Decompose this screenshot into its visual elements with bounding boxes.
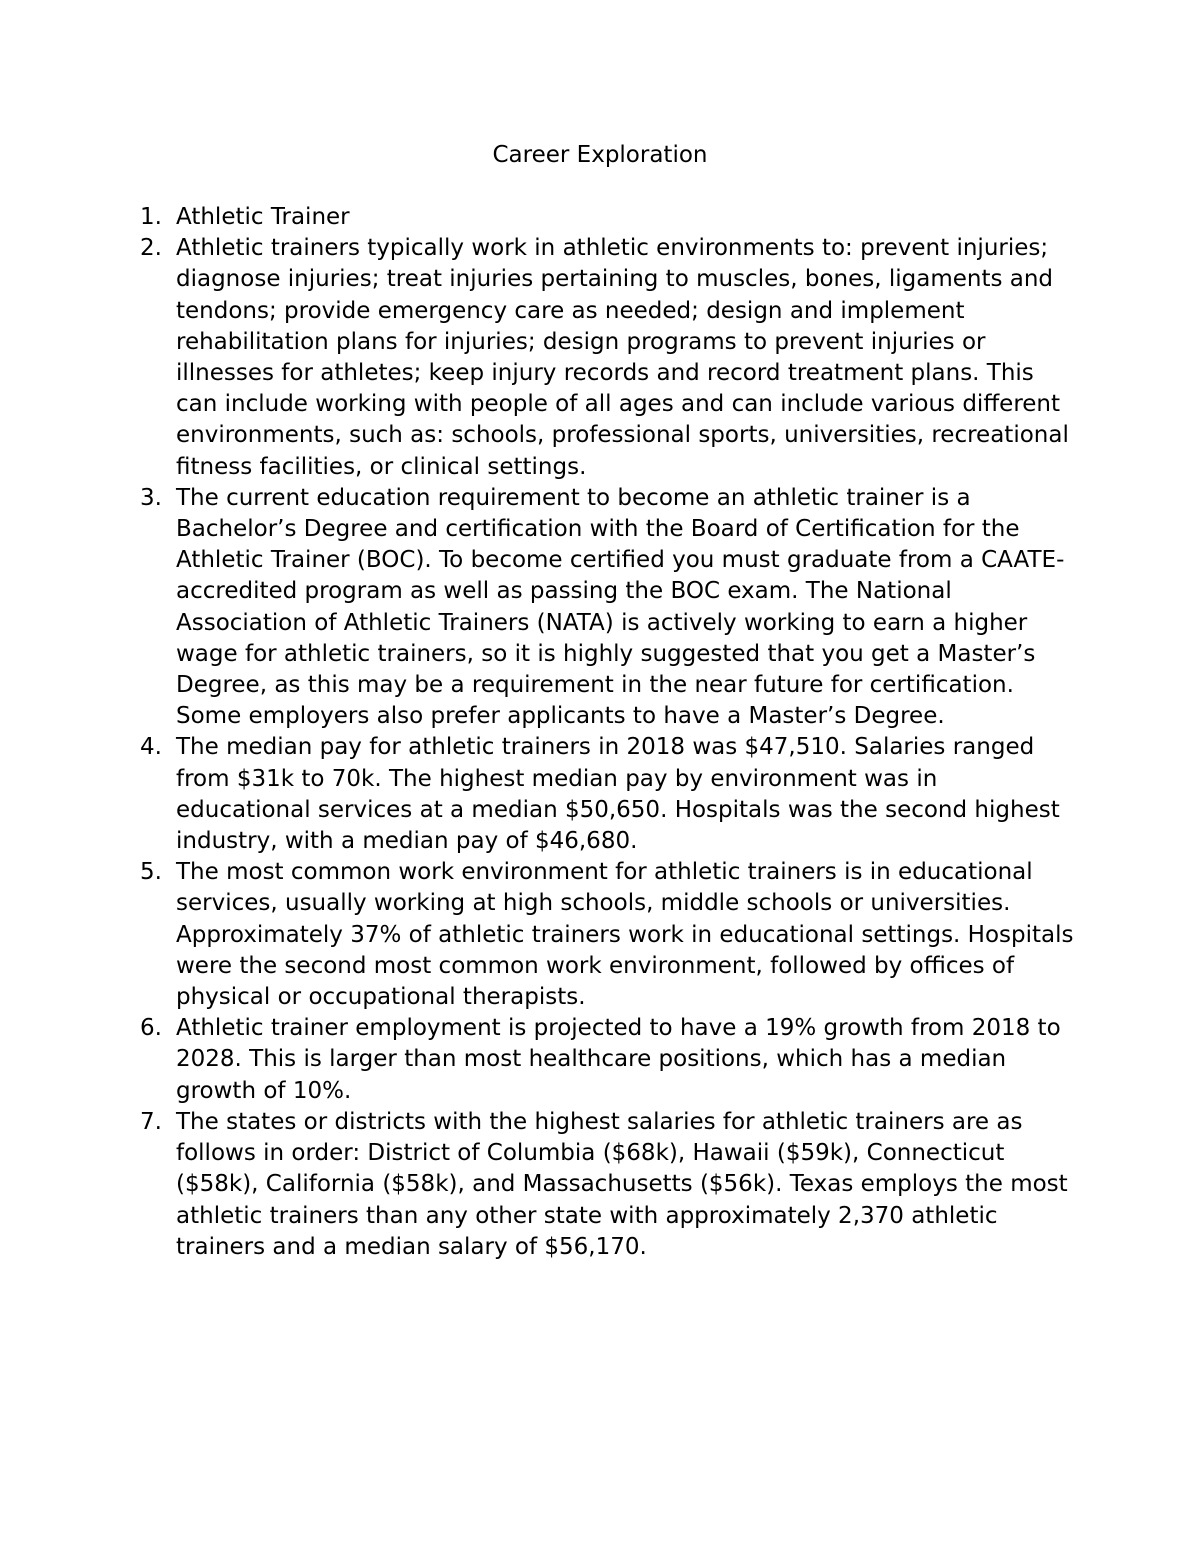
list-item-text: Athletic trainers typically work in athletic environments to: prevent injuries; diagnose injuries; treat injuries pertaining to muscles, bones, ligaments and tendons; provide emergency care as needed; design and implement rehabilitation plans for injuries; design programs to prevent injuries or illnesses for athletes; keep injury records and record treatment plans. This can include working with people of all ages and can include various different environments, such as: schools, professional sports, universities, recreational fitness facilities, or clinical settings. [176, 235, 1069, 480]
list-item-number: 1. [140, 204, 162, 230]
list-item-number: 5. [140, 859, 162, 886]
list-item-number: 6. [140, 1015, 162, 1042]
numbered-list [140, 202, 1076, 1263]
list-item [140, 202, 1076, 233]
list-item [140, 732, 1076, 857]
list-item-text: The most common work environment for athletic trainers is in educational services, usually working at high schools, middle schools or universities. Approximately 37% of athletic trainers work in educational settings. Hospitals were the second most common work environment, followed by offices of physical or occupational therapists. [176, 859, 1074, 1011]
list-item-number: 3. [140, 484, 162, 511]
list-item-text: The current education requirement to become an athletic trainer is a Bachelor’s Degree and certification with the Board of Certification for the Athletic Trainer (BOC). To become certified you must graduate from a CAATE-accredited program as well as passing the BOC exam. The National Association of Athletic Trainers (NATA) is actively working to earn a higher wage for athletic trainers, so it is highly suggested that you get a Master’s Degree, as this may be a requirement in the near future for certification. Some employers also prefer applicants to have a Master’s Degree. [176, 484, 1065, 730]
list-item-number: 4. [140, 734, 162, 761]
list-item-text: The median pay for athletic trainers in 2018 was $47,510. Salaries ranged from $31k to 70k. The highest median pay by environment was in educational services at a median $50,650. Hospitals was the second highest industry, with a median pay of $46,680. [176, 734, 1060, 855]
page-title: Career Exploration [492, 142, 708, 168]
list-item-text: Athletic trainer employment is projected to have a 19% growth from 2018 to 2028. This is larger than most healthcare positions, which has a median growth of 10%. [176, 1015, 1061, 1104]
list-item [140, 483, 1076, 733]
list-item [140, 857, 1076, 1013]
list-item [140, 1013, 1076, 1107]
list-item [140, 1107, 1076, 1263]
list-item [140, 233, 1076, 483]
list-item-number: 7. [140, 1108, 162, 1135]
list-item-text: The states or districts with the highest salaries for athletic trainers are as follows in order: District of Columbia ($68k), Hawaii ($59k), Connecticut ($58k), California ($58k), and Massachusetts ($56k). Texas employs the most athletic trainers than any other state with approximately 2,370 athletic trainers and a median salary of $56,170. [176, 1108, 1068, 1260]
list-item-number: 2. [140, 235, 162, 262]
list-item-text: Athletic Trainer [176, 204, 350, 230]
